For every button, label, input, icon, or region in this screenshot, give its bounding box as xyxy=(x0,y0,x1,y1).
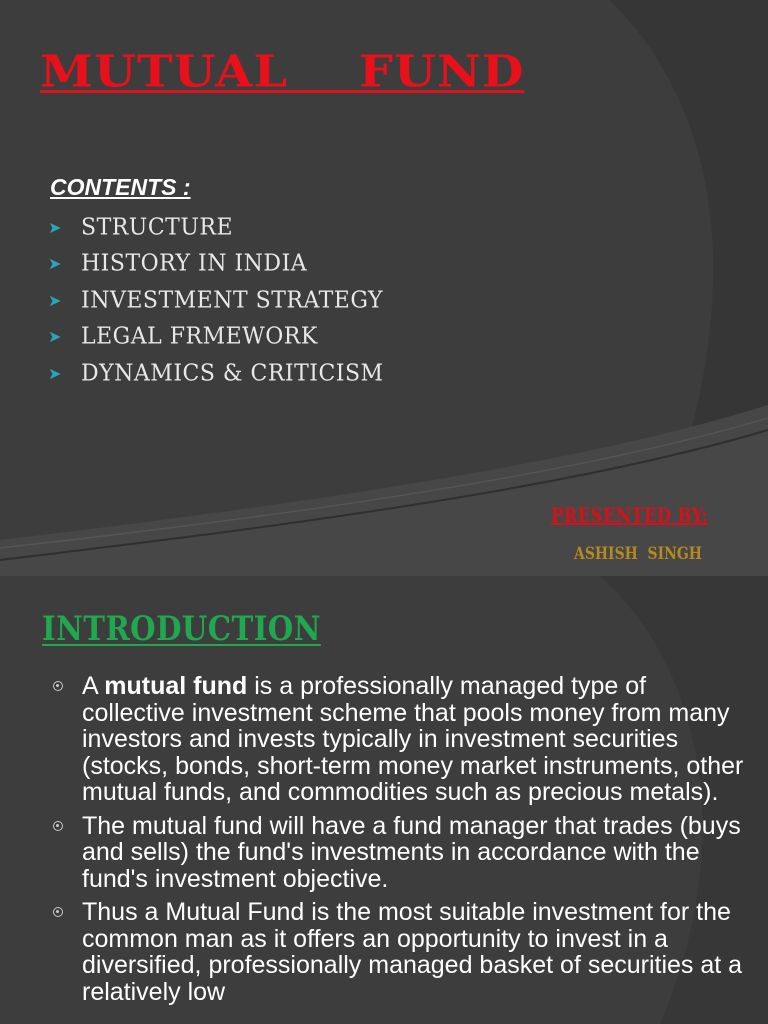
list-item xyxy=(48,319,384,356)
list-item xyxy=(48,673,748,806)
arrow-right-icon: ➤ xyxy=(48,217,62,237)
arrow-right-icon: ➤ xyxy=(48,254,62,274)
paragraph-text: The mutual fund will have a fund manager that trades (buys and sells) the fund's investments in accordance with the fund's investment objective. xyxy=(82,811,741,893)
circle-dot-icon xyxy=(53,681,63,691)
presenter-name: ASHISH SINGH xyxy=(574,544,702,564)
slide-title: INTRODUCTION xyxy=(42,609,321,649)
slide-title: MUTUAL FUND xyxy=(40,46,525,98)
contents-list xyxy=(48,209,384,392)
contents-heading: CONTENTS : xyxy=(50,174,191,200)
contents-item-label: HISTORY IN INDIA xyxy=(81,250,308,277)
paragraph-text: is a professionally managed type of collective investment scheme that pools money from many investors and invests typically in investment securities (stocks, bonds, short-term money market instruments, other mutual funds, and commodities such as precious metals). xyxy=(82,672,744,806)
paragraph-prefix: A xyxy=(82,672,105,700)
list-item xyxy=(48,209,384,246)
introduction-slide xyxy=(0,576,768,1024)
bold-term: mutual fund xyxy=(104,672,248,700)
bullet-list xyxy=(48,673,748,1012)
contents-item-label: LEGAL FRMEWORK xyxy=(81,323,318,350)
arrow-right-icon: ➤ xyxy=(48,290,62,310)
list-item xyxy=(48,355,384,392)
circle-dot-icon xyxy=(53,907,63,917)
list-item xyxy=(48,813,748,893)
contents-item-label: INVESTMENT STRATEGY xyxy=(81,287,384,314)
list-item xyxy=(48,899,748,1005)
list-item xyxy=(48,246,384,283)
circle-dot-icon xyxy=(53,821,63,831)
paragraph-text: Thus a Mutual Fund is the most suitable investment for the common man as it offers an opportunity to invest in a diversified, professionally managed basket of securities at a relatively low xyxy=(82,898,743,1006)
arrow-right-icon: ➤ xyxy=(48,327,62,347)
list-item xyxy=(48,282,384,319)
arrow-right-icon: ➤ xyxy=(48,363,62,383)
presented-by-label: PRESENTED BY: xyxy=(551,503,709,527)
contents-item-label: DYNAMICS & CRITICISM xyxy=(81,360,384,387)
contents-item-label: STRUCTURE xyxy=(81,214,234,241)
